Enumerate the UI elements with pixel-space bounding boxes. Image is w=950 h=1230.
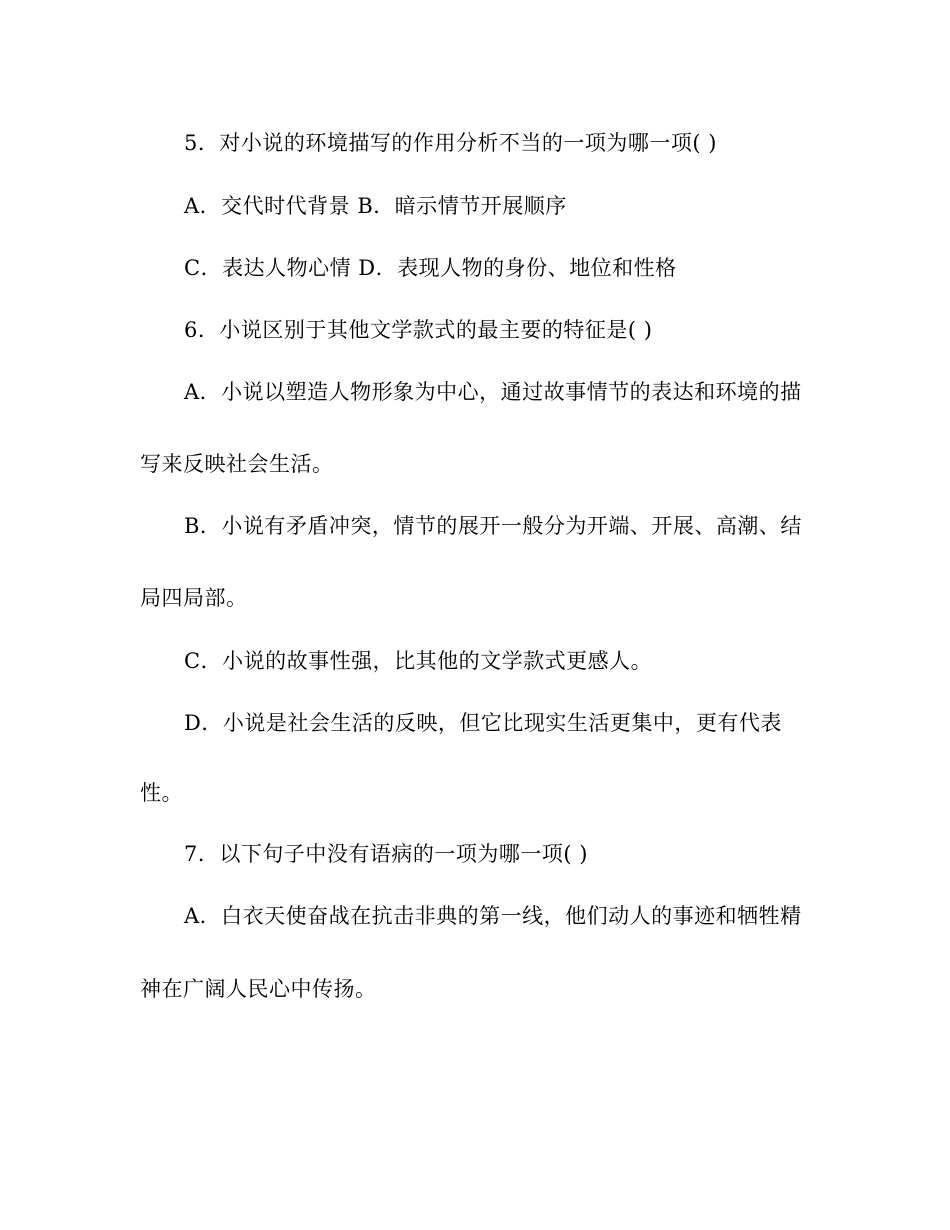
question-7-option-a-line-2: 神在广阔人民心中传扬。 [140, 977, 377, 1001]
question-7-option-a-line-1: A．白衣天使奋战在抗击非典的第一线，他们动人的事迹和牺牲精 [184, 904, 802, 928]
question-5-options-cd: C．表达人物心情 D．表现人物的身份、地位和性格 [184, 256, 677, 280]
question-5-options-ab: A．交代时代背景 B．暗示情节开展顺序 [184, 194, 567, 218]
question-6-option-c: C．小说的故事性强，比其他的文学款式更感人。 [184, 649, 653, 673]
question-6-option-a-line-2: 写来反映社会生活。 [140, 452, 334, 476]
question-6-option-d-line-2: 性。 [140, 781, 183, 805]
question-7-stem: 7．以下句子中没有语病的一项为哪一项( ) [184, 842, 588, 866]
question-6-option-d-line-1: D．小说是社会生活的反映，但它比现实生活更集中，更有代表 [184, 711, 782, 735]
question-6-option-a-line-1: A．小说以塑造人物形象为中心，通过故事情节的表达和环境的描 [184, 380, 802, 404]
question-6-stem: 6．小说区别于其他文学款式的最主要的特征是( ) [184, 318, 653, 342]
question-6-option-b-line-1: B．小说有矛盾冲突，情节的展开一般分为开端、开展、高潮、结 [184, 514, 802, 538]
question-6-option-b-line-2: 局四局部。 [140, 586, 248, 610]
question-5-stem: 5．对小说的环境描写的作用分析不当的一项为哪一项( ) [184, 131, 717, 155]
